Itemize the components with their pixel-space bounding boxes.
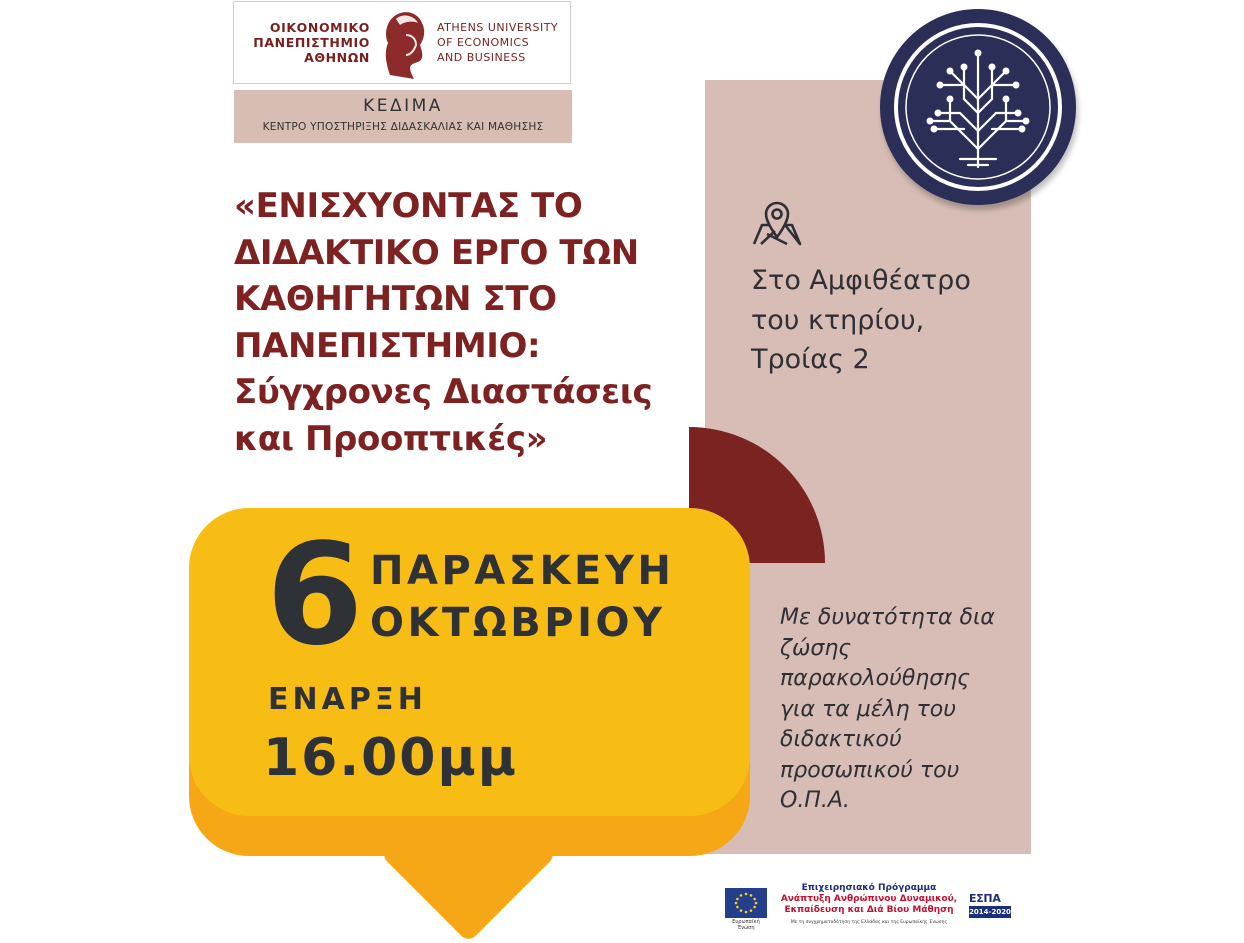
center-subtitle: ΚΕΝΤΡΟ ΥΠΟΣΤΗΡΙΞΗΣ ΔΙΔΑΣΚΑΛΙΑΣ ΚΑΙ ΜΑΘΗΣΗΣ [262, 121, 544, 133]
espa-years: 2014-2020 [969, 908, 1011, 916]
operational-program-text: Επιχειρησιακό Πρόγραμμα Ανάπτυξη Ανθρώπινου Δυναμικού, Εκπαίδευση και Διά Βίου Μάθηση [780, 883, 958, 915]
center-banner [234, 90, 572, 143]
start-time: 16.00μμ [263, 728, 519, 788]
espa-logo [967, 893, 1013, 921]
event-title: «ΕΝΙΣΧΥΟΝΤΑΣ ΤΟ ΔΙΔΑΚΤΙΚΟ ΕΡΓΟ ΤΩΝ ΚΑΘΗΓΗΤΩΝ ΣΤΟ ΠΑΝΕΠΙΣΤΗΜΙΟ: Σύγχρονες Διαστάσεις και Προοπτικές» [234, 186, 653, 459]
event-venue: Στο Αμφιθέατρο του κτηρίου, Τροίας 2 [751, 265, 971, 375]
start-label: ΕΝΑΡΞΗ [268, 682, 427, 717]
eu-flag-icon [725, 888, 767, 918]
university-name-english: ATHENS UNIVERSITY OF ECONOMICS AND BUSINESS [437, 21, 559, 64]
center-title: ΚΕΔΙΜΑ [363, 96, 443, 116]
espa-title: ΕΣΠΑ [969, 892, 1001, 905]
hermes-head-icon [372, 5, 432, 81]
event-month: ΟΚΤΩΒΡΙΟΥ [370, 600, 666, 646]
attendance-note: Με δυνατότητα δια ζώσης παρακολούθησης για τα μέλη του διδακτικού προσωπικού του Ο.Π.Α. [780, 605, 995, 813]
event-day-name: ΠΑΡΑΣΚΕΥΗ [370, 548, 675, 594]
university-name-greek: ΟΙΚΟΝΟΜΙΚΟ ΠΑΝΕΠΙΣΤΗΜΙΟ ΑΘΗΝΩΝ [253, 20, 370, 65]
funding-footer [723, 881, 1015, 931]
circuit-tree-emblem [880, 9, 1076, 205]
circuit-tree-icon [880, 9, 1076, 205]
event-day-number: 6 [266, 514, 360, 677]
cofunding-note: Με τη συγχρηματοδότηση της Ελλάδας και της Ευρωπαϊκής Ένωσης [790, 920, 948, 925]
eu-caption: Ευρωπαϊκή Ένωση [732, 919, 760, 931]
university-logo [233, 1, 571, 84]
map-location-icon [751, 201, 803, 247]
